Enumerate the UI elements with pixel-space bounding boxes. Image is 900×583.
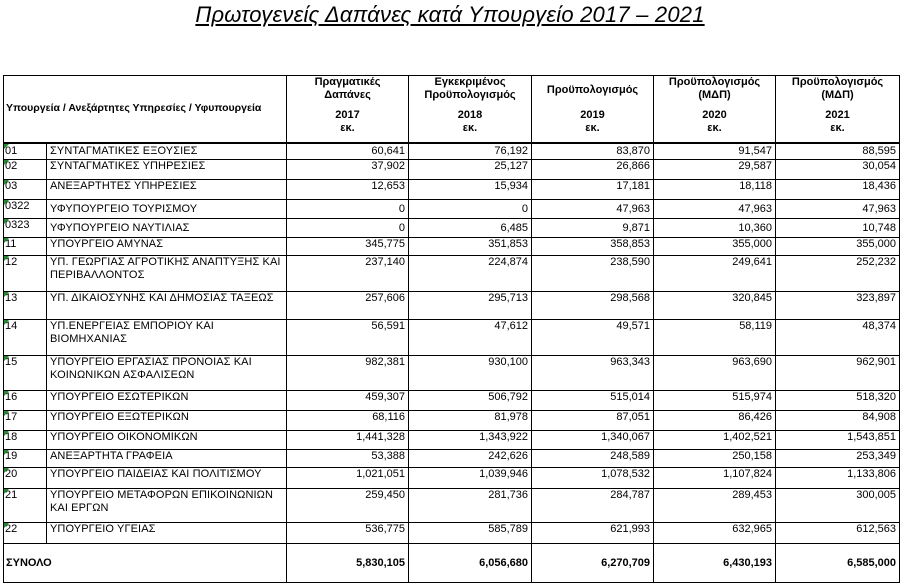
value-2017: 982,381 [287,356,409,391]
value-2017: 56,591 [287,320,409,356]
value-2018: 506,792 [409,391,532,411]
value-2018: 224,874 [409,256,532,292]
value-2019: 9,871 [532,219,654,238]
value-2021: 88,595 [776,143,900,160]
value-2017: 0 [287,200,409,219]
value-2020: 91,547 [654,143,776,160]
ministry-column-header: Υπουργεία / Ανεξάρτητες Υπηρεσίες / Υφυπουργεία [4,76,287,143]
value-2019: 83,870 [532,143,654,160]
ministry-name: ΥΠ. ΓΕΩΡΓΙΑΣ ΑΓΡΟΤΙΚΗΣ ΑΝΑΠΤΥΞΗΣ ΚΑΙ ΠΕΡΙΒΑΛΛΟΝΤΟΣ [47,256,287,292]
ministry-name: ΣΥΝΤΑΓΜΑΤΙΚΕΣ ΥΠΗΡΕΣΙΕΣ [47,160,287,180]
ministry-code: 21 [4,489,47,523]
table-body [4,143,900,544]
column-header-unit: εκ. [462,122,478,134]
value-2018: 351,853 [409,238,532,256]
value-2019: 298,568 [532,292,654,320]
column-header-unit: εκ. [340,122,355,134]
value-2018: 1,039,946 [409,468,532,489]
value-2019: 47,963 [532,200,654,219]
value-2019: 17,181 [532,180,654,200]
page-title: Πρωτογενείς Δαπάνες κατά Υπουργείο 2017 – 2021 [195,2,705,27]
table-row [4,292,900,320]
value-2019: 963,343 [532,356,654,391]
column-header-label: Προϋπολογισμός (ΜΔΠ) [668,76,761,101]
table-row [4,256,900,292]
table-header [4,76,900,143]
value-2021: 252,232 [776,256,900,292]
value-2020: 1,107,824 [654,468,776,489]
value-2018: 25,127 [409,160,532,180]
value-2020: 963,690 [654,356,776,391]
ministry-code: 20 [4,468,47,489]
value-2021: 10,748 [776,219,900,238]
value-2019: 621,993 [532,523,654,544]
value-2017: 0 [287,219,409,238]
table-row [4,320,900,356]
value-2021: 253,349 [776,450,900,468]
value-2020: 29,587 [654,160,776,180]
value-2018: 81,978 [409,411,532,431]
value-2021: 355,000 [776,238,900,256]
ministry-code: 01 [4,143,47,160]
column-header-year: 2018 [457,109,483,121]
column-header-label: Πραγματικές Δαπάνες [314,76,381,101]
value-2019: 49,571 [532,320,654,356]
value-2018: 0 [409,200,532,219]
value-2018: 295,713 [409,292,532,320]
value-2019: 515,014 [532,391,654,411]
table-row [4,143,900,160]
ministry-name: ΑΝΕΞΑΡΤΗΤΕΣ ΥΠΗΡΕΣΙΕΣ [47,180,287,200]
value-2021: 18,436 [776,180,900,200]
column-header-2017 [287,76,409,143]
table-row [4,489,900,523]
value-2020: 18,118 [654,180,776,200]
value-2018: 585,789 [409,523,532,544]
value-2020: 10,360 [654,219,776,238]
value-2017: 37,902 [287,160,409,180]
column-header-2019 [532,76,654,143]
value-2019: 1,078,532 [532,468,654,489]
column-header-2018 [409,76,532,143]
value-2020: 47,963 [654,200,776,219]
value-2017: 536,775 [287,523,409,544]
column-header-year: 2020 [702,109,727,121]
value-2019: 284,787 [532,489,654,523]
ministry-name: ΥΠΟΥΡΓΕΙΟ ΕΡΓΑΣΙΑΣ ΠΡΟΝΟΙΑΣ ΚΑΙ ΚΟΙΝΩΝΙΚΩΝ ΑΣΦΑΛΙΣΕΩΝ [47,356,287,391]
value-2021: 84,908 [776,411,900,431]
value-2021: 1,133,806 [776,468,900,489]
ministry-code: 18 [4,431,47,450]
value-2018: 242,626 [409,450,532,468]
ministry-name: ΥΠΟΥΡΓΕΙΟ ΟΙΚΟΝΟΜΙΚΩΝ [47,431,287,450]
total-2020: 6,430,193 [654,544,776,583]
column-header-label: Προϋπολογισμός [546,84,639,96]
ministry-name: ΥΦΥΠΟΥΡΓΕΙΟ ΤΟΥΡΙΣΜΟΥ [47,200,287,219]
value-2021: 1,543,851 [776,431,900,450]
ministry-code: 12 [4,256,47,292]
column-header-unit: εκ. [707,122,722,134]
ministry-code: 13 [4,292,47,320]
ministry-name: ΥΠ. ΔΙΚΑΙΟΣΥΝΗΣ ΚΑΙ ΔΗΜΟΣΙΑΣ ΤΑΞΕΩΣ [47,292,287,320]
table-row [4,219,900,238]
ministry-name: ΥΠΟΥΡΓΕΙΟ ΕΣΩΤΕΡΙΚΩΝ [47,391,287,411]
table-row [4,411,900,431]
value-2019: 248,589 [532,450,654,468]
table-row [4,160,900,180]
column-header-year: 2017 [335,109,360,121]
ministry-name: ΥΦΥΠΟΥΡΓΕΙΟ ΝΑΥΤΙΛΙΑΣ [47,219,287,238]
value-2017: 68,116 [287,411,409,431]
value-2017: 1,441,328 [287,431,409,450]
value-2017: 1,021,051 [287,468,409,489]
value-2018: 76,192 [409,143,532,160]
ministry-code: 03 [4,180,47,200]
ministry-name: ΥΠΟΥΡΓΕΙΟ ΕΞΩΤΕΡΙΚΩΝ [47,411,287,431]
value-2019: 358,853 [532,238,654,256]
ministry-name: ΥΠΟΥΡΓΕΙΟ ΜΕΤΑΦΟΡΩΝ ΕΠΙΚΟΙΝΩΝΙΩΝ ΚΑΙ ΕΡΓΩΝ [47,489,287,523]
ministry-code: 17 [4,411,47,431]
value-2021: 48,374 [776,320,900,356]
value-2020: 58,119 [654,320,776,356]
value-2019: 1,340,067 [532,431,654,450]
column-header-2021 [776,76,900,143]
total-2017: 5,830,105 [287,544,409,583]
value-2021: 47,963 [776,200,900,219]
value-2020: 632,965 [654,523,776,544]
ministry-code: 0323 [4,219,47,238]
value-2018: 1,343,922 [409,431,532,450]
value-2021: 30,054 [776,160,900,180]
ministry-code: 19 [4,450,47,468]
value-2017: 53,388 [287,450,409,468]
value-2018: 281,736 [409,489,532,523]
table-row [4,450,900,468]
value-2019: 238,590 [532,256,654,292]
table-row [4,431,900,450]
value-2020: 1,402,521 [654,431,776,450]
ministry-code: 11 [4,238,47,256]
ministry-code: 0322 [4,200,47,219]
value-2020: 250,158 [654,450,776,468]
total-2018: 6,056,680 [409,544,532,583]
ministry-name: ΣΥΝΤΑΓΜΑΤΙΚΕΣ ΕΞΟΥΣΙΕΣ [47,143,287,160]
value-2018: 930,100 [409,356,532,391]
column-header-label: Εγκεκριμένος Προϋπολογισμός [424,76,516,101]
value-2021: 518,320 [776,391,900,411]
table-row [4,180,900,200]
ministry-code: 02 [4,160,47,180]
total-2019: 6,270,709 [532,544,654,583]
ministry-name: ΥΠΟΥΡΓΕΙΟ ΥΓΕΙΑΣ [47,523,287,544]
value-2018: 15,934 [409,180,532,200]
value-2019: 87,051 [532,411,654,431]
table-row [4,391,900,411]
ministry-name: ΥΠΟΥΡΓΕΙΟ ΑΜΥΝΑΣ [47,238,287,256]
table-row [4,200,900,219]
value-2020: 289,453 [654,489,776,523]
value-2020: 249,641 [654,256,776,292]
table-row [4,356,900,391]
value-2021: 962,901 [776,356,900,391]
value-2020: 515,974 [654,391,776,411]
expenditure-table [3,75,900,583]
ministry-code: 16 [4,391,47,411]
table-row [4,468,900,489]
column-header-label: Προϋπολογισμός (ΜΔΠ) [791,76,884,101]
column-header-unit: εκ. [585,122,600,134]
value-2017: 237,140 [287,256,409,292]
ministry-code: 22 [4,523,47,544]
table-row [4,238,900,256]
value-2017: 12,653 [287,180,409,200]
value-2020: 86,426 [654,411,776,431]
value-2019: 26,866 [532,160,654,180]
value-2020: 320,845 [654,292,776,320]
value-2017: 345,775 [287,238,409,256]
column-header-unit: εκ. [830,122,845,134]
total-2021: 6,585,000 [776,544,900,583]
value-2021: 323,897 [776,292,900,320]
value-2021: 612,563 [776,523,900,544]
value-2017: 259,450 [287,489,409,523]
total-label: ΣΥΝΟΛΟ [4,544,287,583]
value-2021: 300,005 [776,489,900,523]
value-2017: 459,307 [287,391,409,411]
column-header-2020 [654,76,776,143]
ministry-code: 14 [4,320,47,356]
value-2017: 60,641 [287,143,409,160]
column-header-year: 2021 [825,109,850,121]
column-header-year: 2019 [580,109,605,121]
value-2018: 6,485 [409,219,532,238]
ministry-name: ΥΠΟΥΡΓΕΙΟ ΠΑΙΔΕΙΑΣ ΚΑΙ ΠΟΛΙΤΙΣΜΟΥ [47,468,287,489]
ministry-name: ΑΝΕΞΑΡΤΗΤΑ ΓΡΑΦΕΙΑ [47,450,287,468]
ministry-name: ΥΠ.ΕΝΕΡΓΕΙΑΣ ΕΜΠΟΡΙΟΥ ΚΑΙ ΒΙΟΜΗΧΑΝΙΑΣ [47,320,287,356]
value-2018: 47,612 [409,320,532,356]
value-2020: 355,000 [654,238,776,256]
table-row [4,523,900,544]
value-2017: 257,606 [287,292,409,320]
ministry-code: 15 [4,356,47,391]
